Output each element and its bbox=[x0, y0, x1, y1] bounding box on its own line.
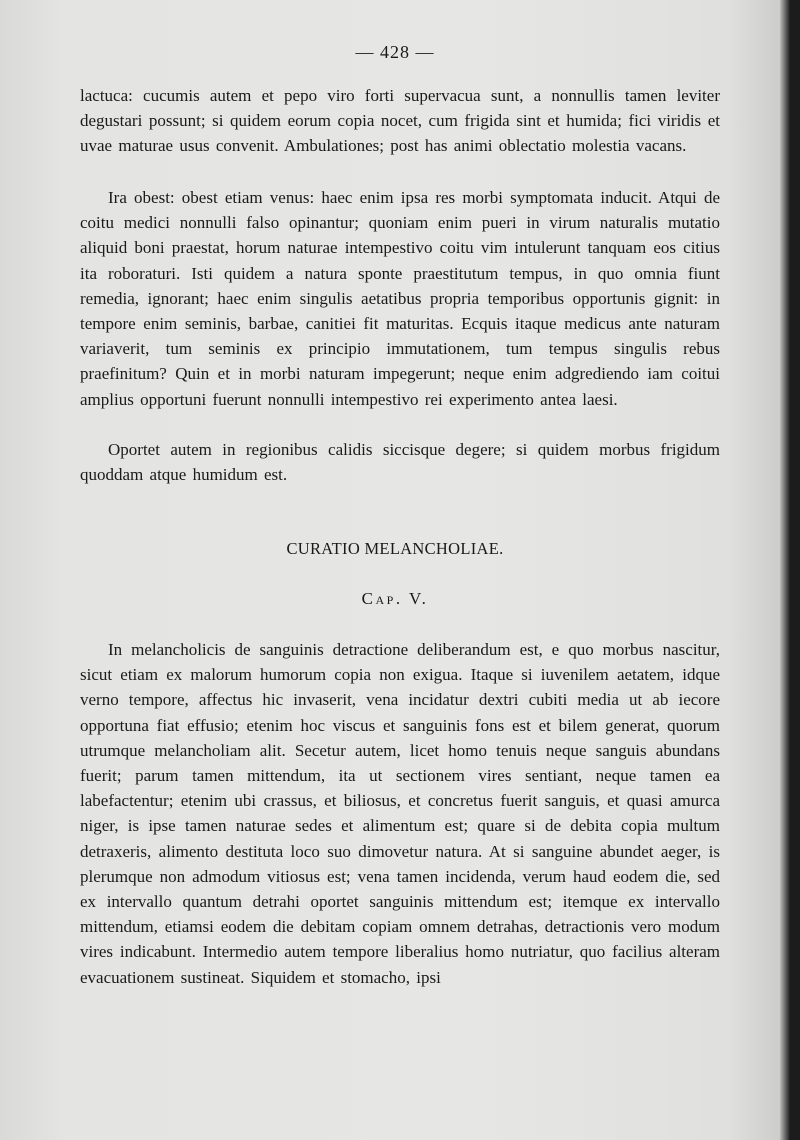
text-block-top bbox=[80, 83, 720, 159]
paragraph-3: Oportet autem in regionibus calidis siccisque degere; si quidem morbus frigidum quoddam atque humidum est. bbox=[80, 440, 720, 485]
chapter-heading: Cap. V. bbox=[361, 589, 429, 608]
text-block-middle bbox=[80, 185, 720, 412]
page-edge-shadow bbox=[780, 0, 790, 1140]
text-block-chapter bbox=[80, 637, 720, 990]
page-number: — 428 — bbox=[355, 42, 435, 62]
section-title: CURATIO MELANCHOLIAE. bbox=[286, 539, 504, 558]
paragraph-4: In melancholicis de sanguinis detractione deliberandum est, e quo morbus nascitur, sicut etiam ex malorum humorum copia non exigua. Itaque si iuvenilem aetatem, idque verno tempore, affectus hic invaserit, vena incidatur dextri cubiti media ut ab iecore opportuna fiat effusio; etenim hoc viscus et sanguinis fons est et bilem generat, quorum utrumque melancholiam alit. Secetur autem, licet homo tenuis neque sanguis abundans fuerit; parum tamen mittendum, ita ut sectionem vires sentiant, neque tamen ea labefactentur; etenim ubi crassus, et biliosus, et concretus fuerit sanguis, et quasi amurca niger, is ipse tamen naturae sedes et alimentum est; quare si de debita copia multum detraxeris, alimento destituta loco suo dimovetur natura. At si sanguine abundet aeger, is plerumque non admodum vitiosus est; vena tamen incidenda, verum haud eodem die, sed ex intervallo quantum detrahi oportet sanguinis mittendum est; itemque ex intervallo mittendum, etiamsi eodem die debitam copiam omnem detrahas, detractionis vero modum vires indicabunt. Intermedio autem tempore liberalius homo nutriatur, quo facilius alteram evacuationem sustineat. Siquidem et stomacho, ipsi bbox=[80, 640, 720, 987]
text-block-closing bbox=[80, 437, 720, 487]
paragraph-1: lactuca: cucumis autem et pepo viro forti supervacua sunt, a nonnullis tamen leviter degustari possunt; si quidem eorum copia nocet, cum frigida sint et humida; fici viridis et uvae maturae usus convenit. Ambulationes; post has animi oblectatio molestia vacans. bbox=[80, 86, 720, 156]
paragraph-2: Ira obest: obest etiam venus: haec enim ipsa res morbi symptomata inducit. Atqui de coitu medici nonnulli falso opinantur; quoniam enim pueri in virum naturalis mutatio aliquid boni praestat, horum naturae intempestivo coitu vim intulerunt tanquam eos citius ita roboraturi. Isti quidem a natura sponte praestitutum tempus, in quo omnia fiunt remedia, ignorant; haec enim singulis aetatibus propria temporibus opportunis gignit: in tempore enim seminis, barbae, canitiei fit maturitas. Ecquis itaque medicus ante naturam variaverit, tum seminis ex principio immutationem, tum tempus singulis rebus praefinitum? Quin et in morbi naturam impegerunt; neque enim adgrediendo iam coitui amplius opportuni fuerunt nonnulli intempestivo rei experimento antea laesi. bbox=[80, 188, 720, 409]
